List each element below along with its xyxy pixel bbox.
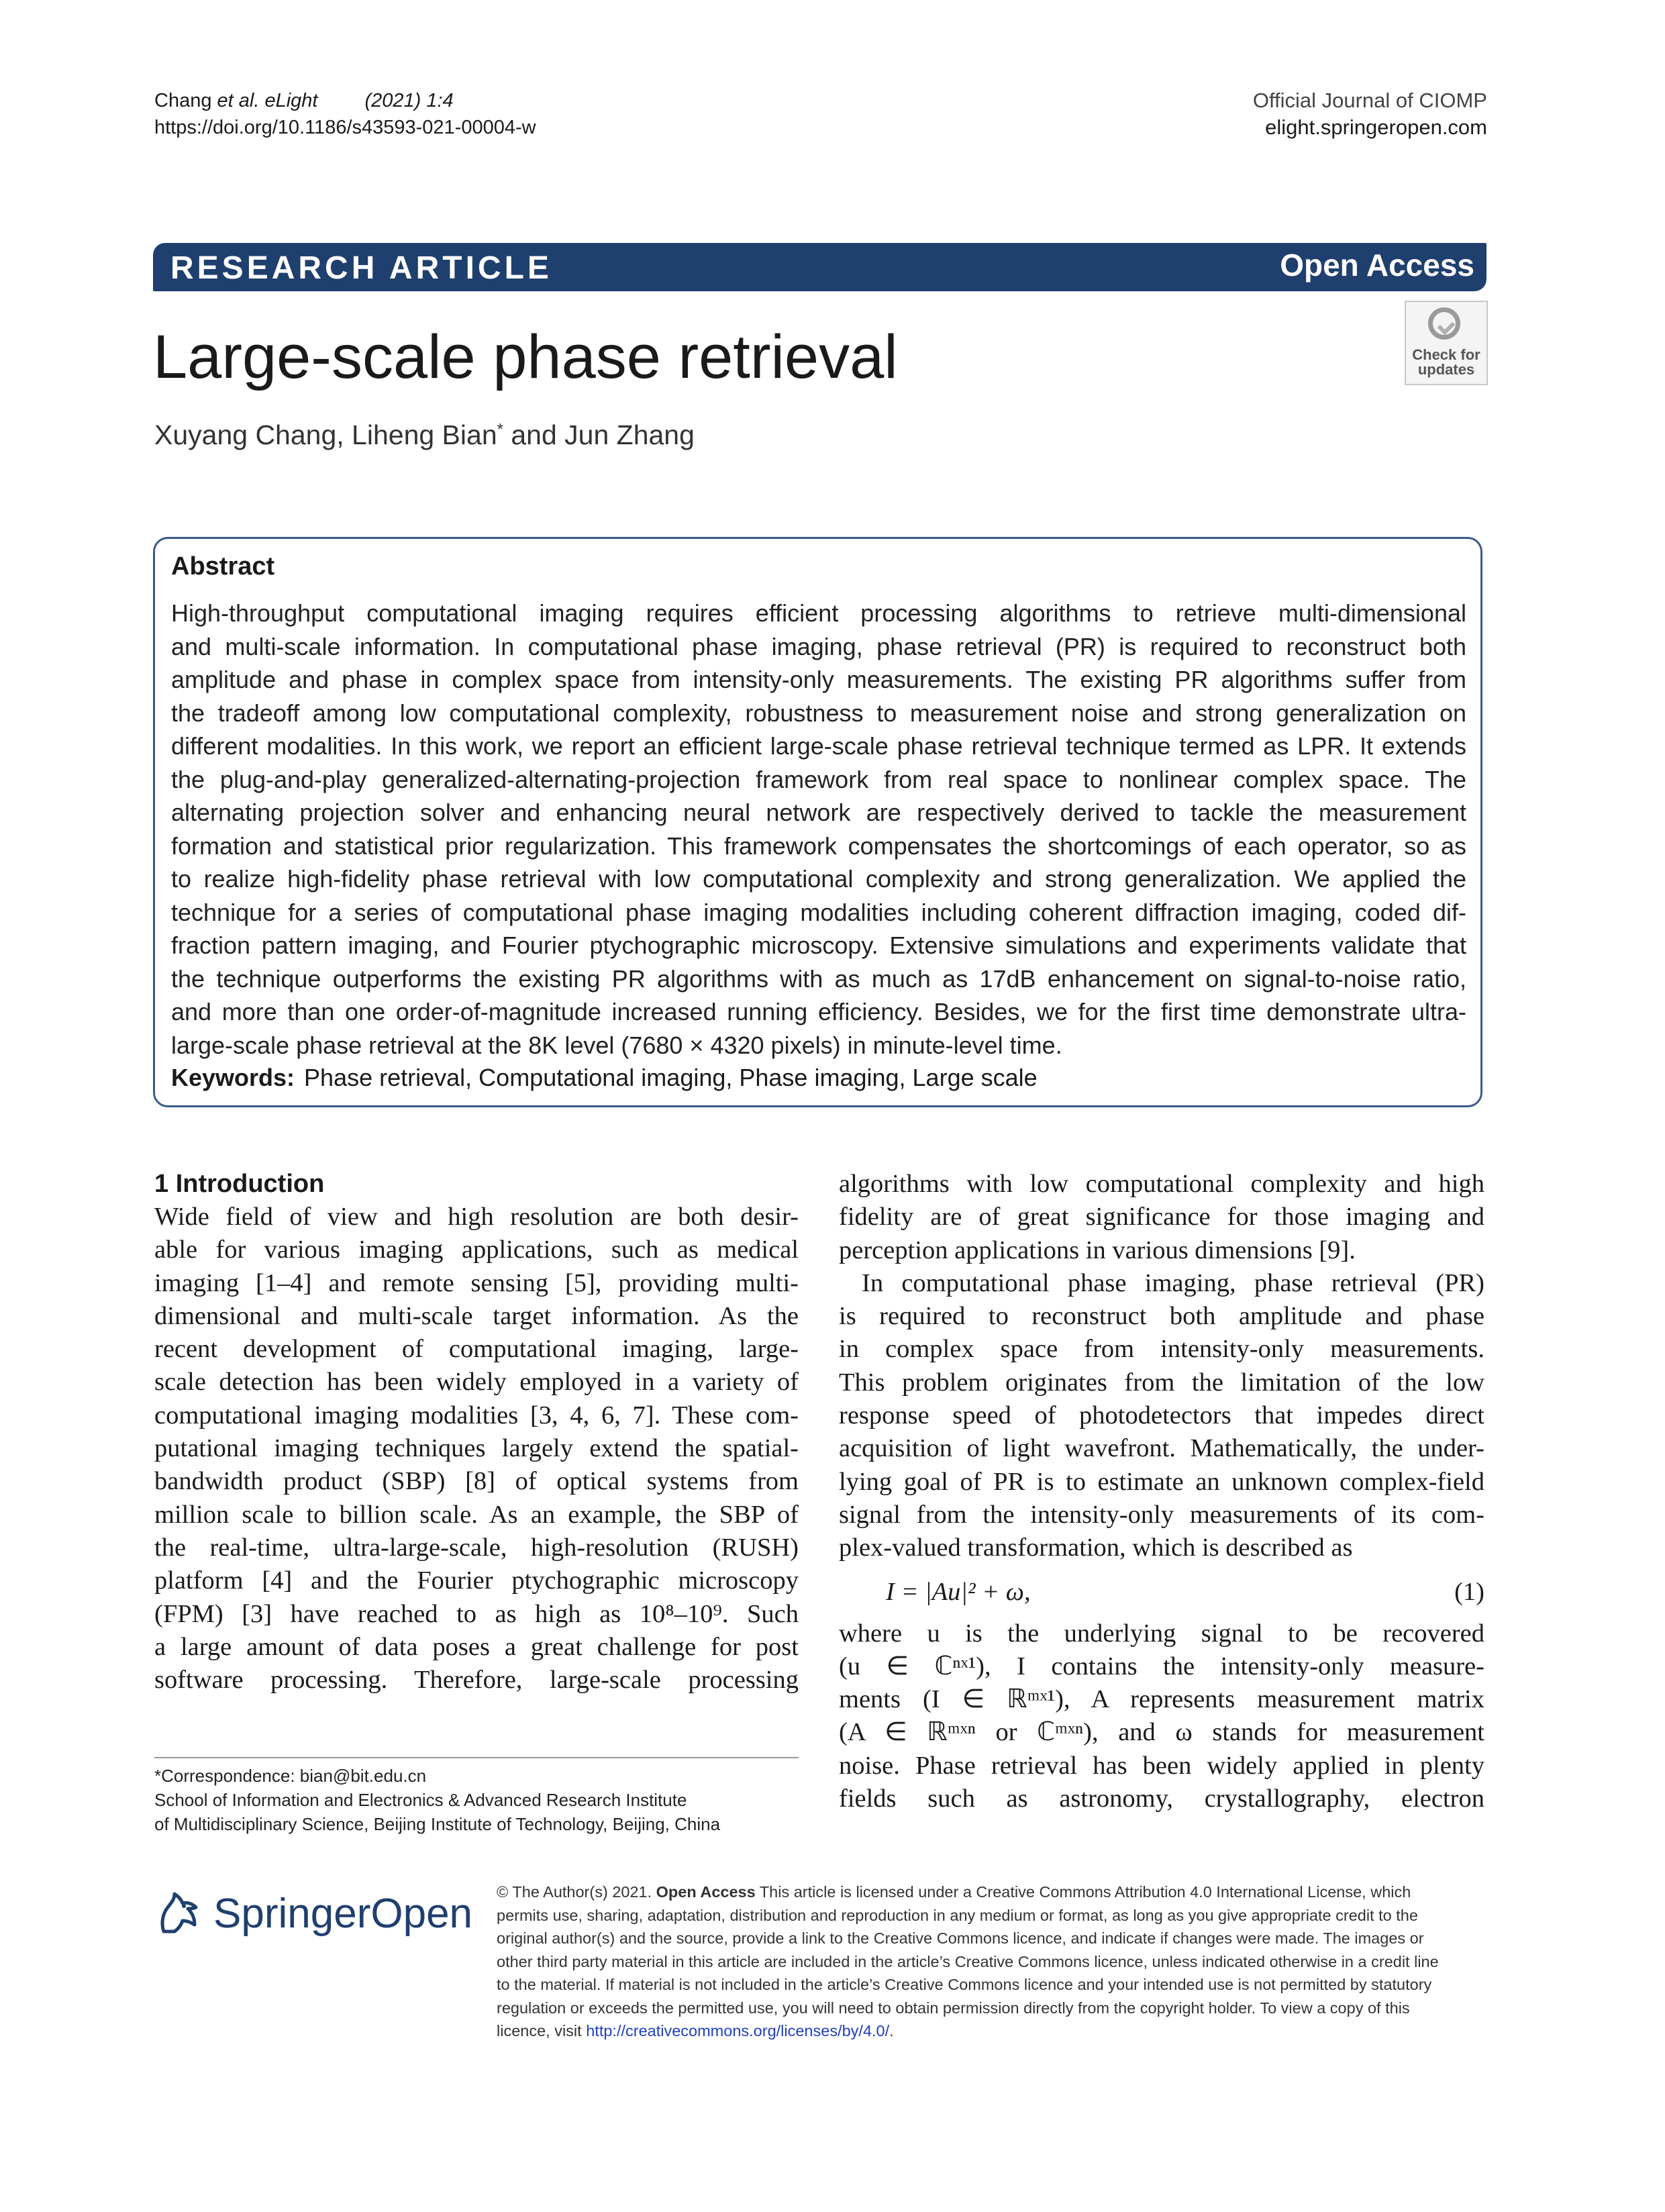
- body-column-left: [154, 1168, 799, 1697]
- license-line: permits use, sharing, adaptation, distribution and reproduction in any medium or format, as long as you give appropriate credit to the: [497, 1906, 1418, 1924]
- body-line: scale detection has been widely employed in a variety of: [154, 1368, 799, 1397]
- equation-body: I = |Au|² + ω,: [886, 1577, 1031, 1606]
- body-line: (A ∈ ℝᵐˣⁿ or ℂᵐˣⁿ), and ω stands for measurement: [839, 1718, 1484, 1747]
- body-line: dimensional and multi-scale target information. As the: [154, 1301, 799, 1330]
- body-line: recent development of computational imaging, large-: [154, 1335, 799, 1364]
- license-period: .: [889, 2022, 894, 2040]
- body-line: signal from the intensity-only measurements of its com-: [839, 1500, 1484, 1529]
- body-line: ments (I ∈ ℝᵐˣ¹), A represents measurement matrix: [839, 1685, 1484, 1714]
- abstract-line: large-scale phase retrieval at the 8K level (7680 × 4320 pixels) in minute-level time.: [171, 1031, 1062, 1059]
- body-line: plex-valued transformation, which is described as: [839, 1534, 1353, 1562]
- body-line: perception applications in various dimensions [9].: [839, 1236, 1356, 1264]
- body-line: noise. Phase retrieval has been widely applied in plenty: [839, 1751, 1484, 1780]
- body-line: platform [4] and the Fourier ptychographic microscopy: [154, 1566, 799, 1595]
- abstract-line: alternating projection solver and enhancing neural network are respectively derived to tackle the measurement: [171, 799, 1466, 826]
- license-copyright: © The Author(s) 2021.: [497, 1883, 652, 1901]
- journal-header: [1253, 87, 1487, 141]
- open-access-label: Open Access: [1280, 248, 1474, 283]
- keywords-label: Keywords:: [171, 1064, 295, 1091]
- author-list: [154, 419, 695, 451]
- springer-open-logo: [154, 1882, 473, 1942]
- body-line: the real-time, ultra-large-scale, high-resolution (RUSH): [154, 1533, 799, 1562]
- abstract-line: and multi-scale information. In computational phase imaging, phase retrieval (PR) is required to reconstruct both: [171, 632, 1466, 660]
- license-line: other third party material in this article are included in the article’s Creative Commons licence, unless indicated otherwise in a credit line: [497, 1952, 1439, 1970]
- keywords-list: Phase retrieval, Computational imaging, Phase imaging, Large scale: [304, 1064, 1038, 1091]
- badge-line1: Check for: [1412, 346, 1480, 363]
- citation-journal: et al. eLight: [217, 90, 318, 111]
- brand-open: Open: [370, 1891, 473, 1937]
- body-line: is required to reconstruct both amplitude and phase: [839, 1302, 1484, 1331]
- article-title: Large-scale phase retrieval: [153, 323, 898, 391]
- affiliation-line: School of Information and Electronics & Advanced Research Institute: [154, 1790, 687, 1810]
- brand-springer: Springer: [213, 1891, 371, 1937]
- body-line: imaging [1–4] and remote sensing [5], providing multi-: [154, 1268, 799, 1297]
- body-line: a large amount of data poses a great challenge for post: [154, 1632, 799, 1661]
- keywords: [171, 1064, 1038, 1092]
- correspondence-mark: *: [497, 420, 503, 439]
- abstract-line: to realize high-fidelity phase retrieval with low computational complexity and strong generalization. We applied the: [171, 865, 1466, 893]
- body-line: acquisition of light wavefront. Mathematically, the under-: [839, 1434, 1484, 1463]
- license-line: to the material. If material is not included in the article’s Creative Commons licence and your intended use is not permitted by statutory: [497, 1976, 1432, 1993]
- author-names-rest: and Jun Zhang: [503, 419, 695, 450]
- license-line: regulation or exceeds the permitted use, you will need to obtain permission directly from the copyright holder. To view a copy of this: [497, 1999, 1410, 2017]
- body-line: This problem originates from the limitation of the low: [839, 1368, 1484, 1397]
- body-line: fidelity are of great significance for those imaging and: [839, 1203, 1484, 1231]
- body-line: In computational phase imaging, phase retrieval (PR): [862, 1268, 1484, 1297]
- footnote: [154, 1764, 799, 1836]
- body-line: algorithms with low computational complexity and high: [839, 1170, 1484, 1198]
- body-column-right: [839, 1168, 1484, 1815]
- equation-number: (1): [1454, 1577, 1484, 1606]
- body-line: (FPM) [3] have reached to as high as 10⁸–10⁹. Such: [154, 1599, 799, 1628]
- license-visit-text: licence, visit: [497, 2022, 587, 2040]
- article-type: RESEARCH ARTICLE: [170, 250, 552, 286]
- body-line: response speed of photodetectors that impedes direct: [839, 1401, 1484, 1430]
- body-line: million scale to billion scale. As an example, the SBP of: [154, 1500, 799, 1529]
- body-line: lying goal of PR is to estimate an unknown complex-field: [839, 1467, 1484, 1496]
- body-line: bandwidth product (SBP) [8] of optical systems from: [154, 1467, 799, 1496]
- doi-link[interactable]: https://doi.org/10.1186/s43593-021-00004-w: [154, 117, 536, 138]
- license-oa-label: Open Access: [656, 1883, 756, 1901]
- license-link[interactable]: http://creativecommons.org/licenses/by/4.0/: [586, 2022, 890, 2040]
- article-type-banner: [153, 243, 1486, 291]
- license-line: original author(s) and the source, provide a link to the Creative Commons licence, and indicate if changes were made. The images or: [497, 1929, 1424, 1947]
- check-for-updates-badge[interactable]: [1405, 301, 1488, 385]
- body-line: computational imaging modalities [3, 4, 6, 7]. These com-: [154, 1401, 799, 1429]
- abstract-line: the plug-and-play generalized-alternating-projection framework from real space to nonlinear complex space. The: [171, 765, 1466, 793]
- citation-authors: Chang: [154, 90, 217, 111]
- section-heading: 1 Introduction: [154, 1170, 325, 1198]
- citation-header: [154, 87, 536, 141]
- abstract-line: different modalities. In this work, we report an efficient large-scale phase retrieval technique termed as LPR. It extends: [171, 732, 1466, 760]
- springer-horse-icon: [154, 1884, 208, 1938]
- abstract-line: and more than one order-of-magnitude increased running efficiency. Besides, we for the first time demonstrate ultra-: [171, 998, 1466, 1025]
- author-names: Xuyang Chang, Liheng Bian: [154, 419, 497, 450]
- badge-line2: updates: [1417, 361, 1475, 378]
- abstract-line: the tradeoff among low computational complexity, robustness to measurement noise and strong generalization on: [171, 699, 1466, 727]
- body-line: putational imaging techniques largely extend the spatial-: [154, 1434, 799, 1463]
- abstract-line: fraction pattern imaging, and Fourier ptychographic microscopy. Extensive simulations and experiments validate that: [171, 932, 1466, 959]
- body-line: Wide field of view and high resolution are both desir-: [154, 1203, 799, 1231]
- citation-year: (2021) 1:4: [364, 90, 454, 111]
- abstract-text: [171, 597, 1466, 1062]
- abstract-line: the technique outperforms the existing PR algorithms with as much as 17dB enhancement on signal-to-noise ratio,: [171, 964, 1466, 993]
- affiliation-line: of Multidisciplinary Science, Beijing Institute of Technology, Beijing, China: [154, 1814, 721, 1834]
- abstract-heading: Abstract: [171, 552, 275, 581]
- journal-site[interactable]: elight.springeropen.com: [1265, 115, 1487, 139]
- abstract-line: amplitude and phase in complex space from intensity-only measurements. The existing PR algorithms suffer from: [171, 666, 1466, 693]
- abstract-box: [153, 537, 1482, 1107]
- license-line: This article is licensed under a Creative Commons Attribution 4.0 International License, which: [755, 1883, 1411, 1901]
- body-line: able for various imaging applications, such as medical: [154, 1236, 799, 1264]
- journal-name: Official Journal of CIOMP: [1252, 89, 1487, 112]
- license-text: [497, 1880, 1483, 2043]
- abstract-line: High-throughput computational imaging requires efficient processing algorithms to retrieve multi-dimensional: [171, 599, 1466, 627]
- body-line: in complex space from intensity-only measurements.: [839, 1335, 1484, 1364]
- abstract-line: technique for a series of computational phase imaging modalities including coherent diffraction imaging, coded dif-: [171, 898, 1466, 926]
- body-line: (u ∈ ℂⁿˣ¹), I contains the intensity-only measure-: [839, 1652, 1484, 1680]
- body-line: fields such as astronomy, crystallography, electron: [839, 1784, 1484, 1813]
- abstract-line: formation and statistical prior regularization. This framework compensates the shortcomings of each operator, so as: [171, 832, 1466, 860]
- equation-1: [839, 1565, 1484, 1617]
- body-line: software processing. Therefore, large-scale processing: [154, 1666, 799, 1695]
- check-updates-icon: [1428, 307, 1460, 340]
- correspondence-email[interactable]: *Correspondence: bian@bit.edu.cn: [154, 1766, 427, 1786]
- footnote-divider: [154, 1757, 799, 1758]
- body-line: where u is the underlying signal to be recovered: [839, 1619, 1484, 1648]
